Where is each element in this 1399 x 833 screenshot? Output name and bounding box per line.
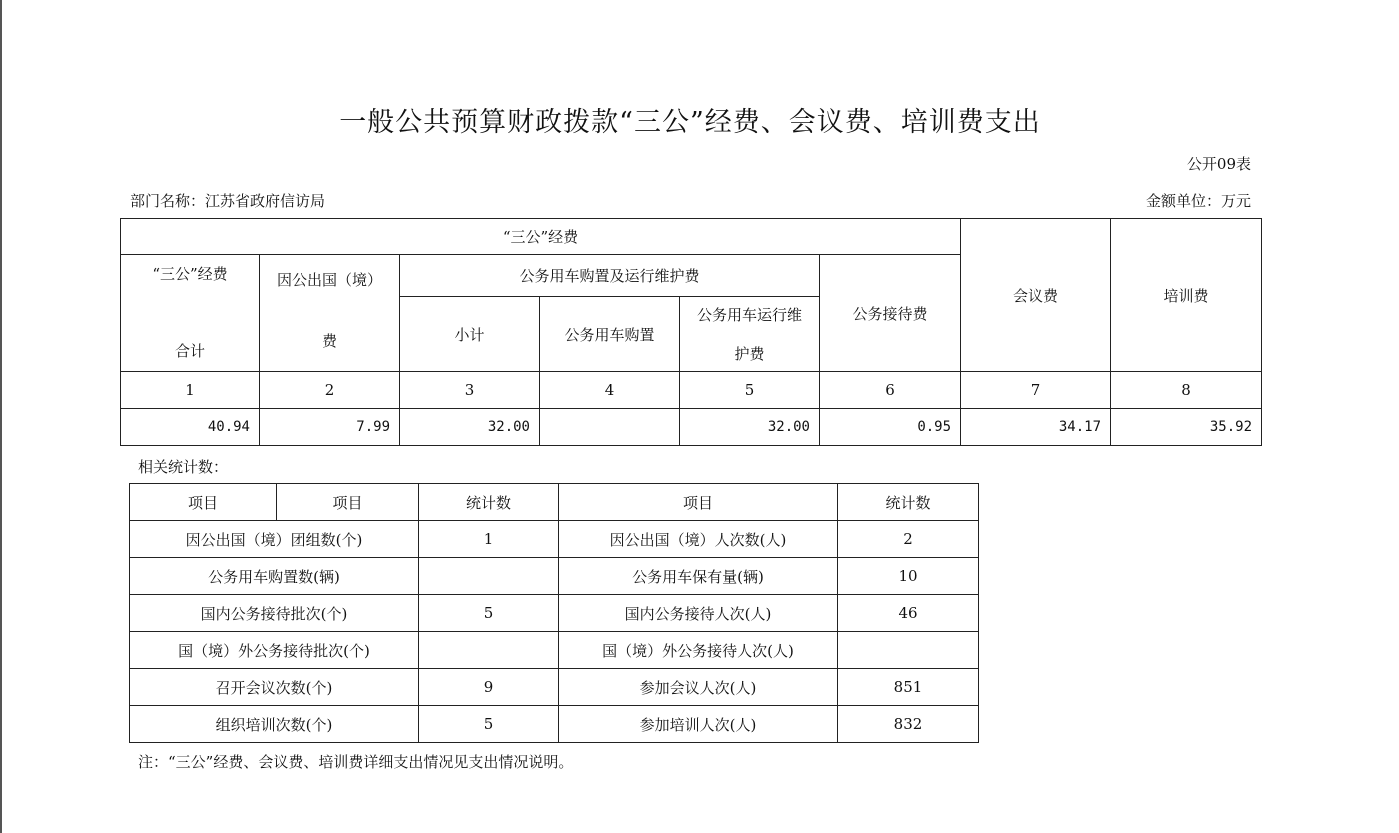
sangong-total-line1: “三公”经费 [152, 265, 228, 283]
stats-right-value: 832 [838, 706, 979, 743]
stats-left-value [419, 632, 559, 669]
table-row [130, 669, 979, 706]
vehicle-group-header: 公务用车购置及运行维护费 [400, 255, 820, 297]
stats-right-value: 46 [838, 595, 979, 632]
col-number: 5 [680, 372, 820, 409]
table-row [130, 595, 979, 632]
stats-right-item: 国（境）外公务接待人次(人) [559, 632, 838, 669]
stats-right-item: 参加培训人次(人) [559, 706, 838, 743]
value-subtotal: 32.00 [400, 409, 540, 446]
table-row [130, 558, 979, 595]
stats-left-value: 9 [419, 669, 559, 706]
stats-left-item: 召开会议次数(个) [130, 669, 419, 706]
vehicle-purchase-header: 公务用车购置 [540, 297, 680, 372]
stats-right-item: 公务用车保有量(辆) [559, 558, 838, 595]
stats-right-item: 国内公务接待人次(人) [559, 595, 838, 632]
stats-header: 项目 [559, 484, 838, 521]
sangong-total-header [121, 255, 260, 372]
col-number: 1 [121, 372, 260, 409]
stats-table [129, 483, 979, 743]
stats-header: 项目 [130, 484, 277, 521]
meeting-fee-header: 会议费 [961, 219, 1111, 372]
stats-left-value: 5 [419, 595, 559, 632]
col-number: 7 [961, 372, 1111, 409]
stats-header: 统计数 [838, 484, 979, 521]
table-row [130, 706, 979, 743]
value-meeting-fee: 34.17 [961, 409, 1111, 446]
stats-left-item: 公务用车购置数(辆) [130, 558, 419, 595]
stats-header: 统计数 [419, 484, 559, 521]
table-row [130, 521, 979, 558]
stats-left-item: 因公出国（境）团组数(个) [130, 521, 419, 558]
expenditure-table [120, 218, 1262, 446]
col-number: 8 [1111, 372, 1262, 409]
related-stats-label: 相关统计数： [138, 458, 229, 476]
sangong-total-line2: 合计 [174, 342, 205, 360]
footnote: 注：“三公”经费、会议费、培训费详细支出情况见支出情况说明。 [138, 753, 574, 771]
col-number: 6 [820, 372, 961, 409]
vehicle-maintain-line1: 公务用车运行维 [696, 306, 802, 325]
stats-left-value: 1 [419, 521, 559, 558]
stats-left-item: 国（境）外公务接待批次(个) [130, 632, 419, 669]
form-number: 公开09表 [1186, 155, 1251, 173]
sangong-group-header: “三公”经费 [121, 219, 961, 255]
value-vehicle-maintain: 32.00 [680, 409, 820, 446]
amount-unit: 金额单位：万元 [1145, 192, 1251, 210]
department-name: 部门名称：江苏省政府信访局 [130, 192, 326, 210]
stats-right-item: 参加会议人次(人) [559, 669, 838, 706]
stats-left-item: 国内公务接待批次(个) [130, 595, 419, 632]
col-number: 3 [400, 372, 540, 409]
stats-right-item: 因公出国（境）人次数(人) [559, 521, 838, 558]
stats-right-value [838, 632, 979, 669]
value-reception-fee: 0.95 [820, 409, 961, 446]
stats-right-value: 10 [838, 558, 979, 595]
col-number: 2 [260, 372, 400, 409]
stats-right-value: 2 [838, 521, 979, 558]
abroad-fee-line2: 费 [321, 332, 337, 350]
col-number: 4 [540, 372, 680, 409]
vehicle-maintain-line2: 护费 [734, 345, 765, 364]
subtotal-header: 小计 [400, 297, 540, 372]
abroad-fee-header [260, 255, 400, 372]
stats-left-item: 组织培训次数(个) [130, 706, 419, 743]
value-vehicle-purchase [540, 409, 680, 446]
value-abroad-fee: 7.99 [260, 409, 400, 446]
stats-right-value: 851 [838, 669, 979, 706]
vehicle-maintain-header [680, 297, 820, 372]
abroad-fee-line1: 因公出国（境） [276, 271, 382, 289]
value-training-fee: 35.92 [1111, 409, 1262, 446]
training-fee-header: 培训费 [1111, 219, 1262, 372]
stats-left-value [419, 558, 559, 595]
stats-header: 项目 [277, 484, 419, 521]
stats-left-value: 5 [419, 706, 559, 743]
reception-fee-header: 公务接待费 [820, 255, 961, 372]
value-sangong-total: 40.94 [121, 409, 260, 446]
page-title: 一般公共预算财政拨款“三公”经费、会议费、培训费支出 [339, 107, 1041, 138]
table-row [130, 632, 979, 669]
